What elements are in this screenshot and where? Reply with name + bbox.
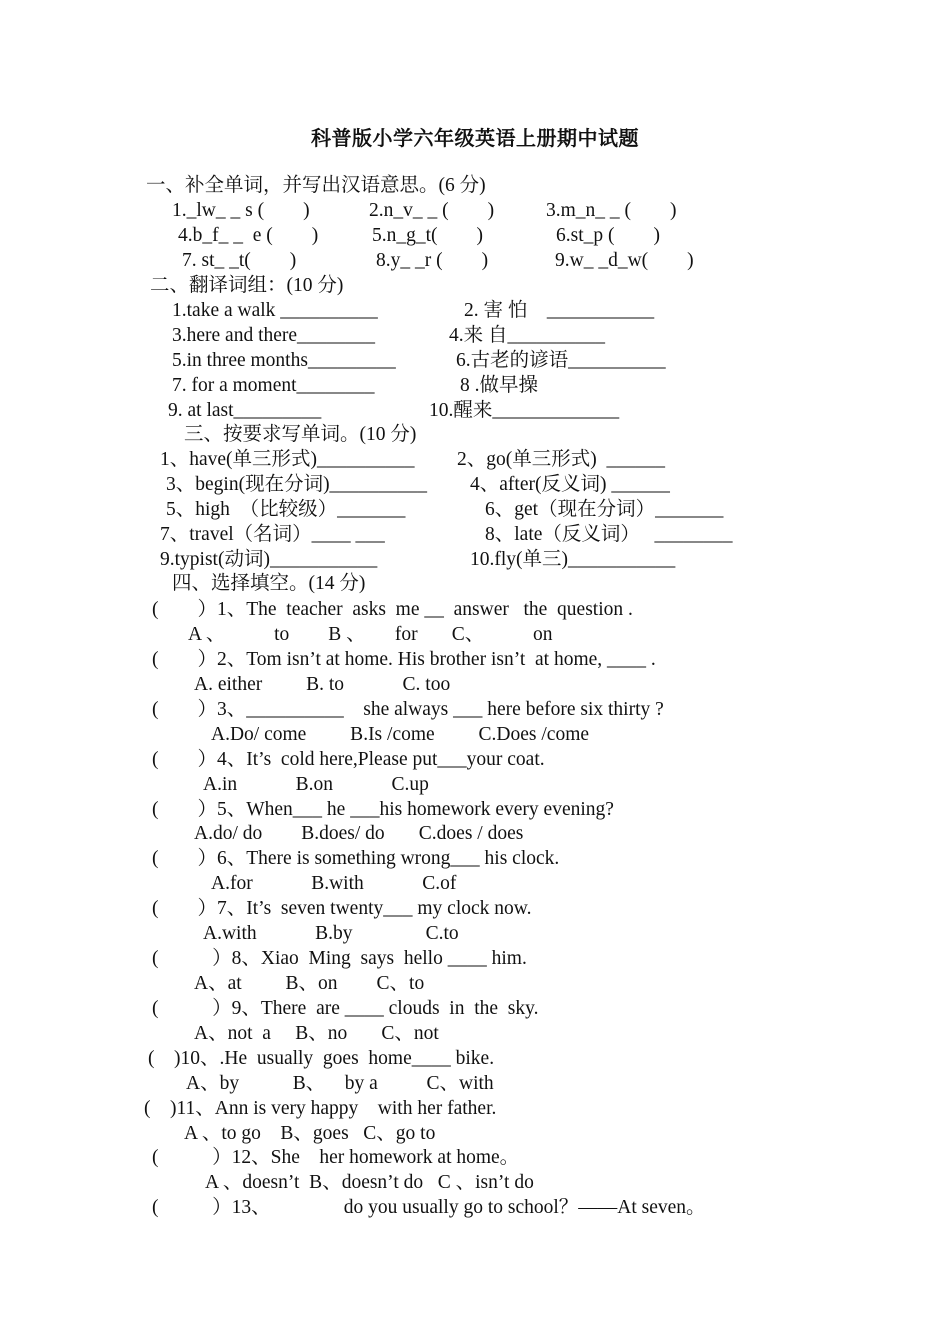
question-1: ( ）1、The teacher asks me __ answer the question . <box>152 599 633 620</box>
s1-item-9: 9.w_ _d_w( ) <box>555 250 694 271</box>
s2-item-2: 2. 害 怕 ___________ <box>464 300 655 321</box>
question-12-options: A 、doesn’t B、doesn’t do C 、isn’t do <box>205 1172 534 1193</box>
s2-item-3: 3.here and there________ <box>172 325 376 346</box>
s2-item-5: 5.in three months_________ <box>172 350 396 371</box>
s3-item-5: 5、high （比较级）_______ <box>166 499 406 520</box>
question-7-options: A.with B.by C.to <box>203 923 459 944</box>
question-6-options: A.for B.with C.of <box>211 873 457 894</box>
s1-item-3: 3.m_n_ _ ( ) <box>546 200 677 221</box>
s3-item-10: 10.fly(单三)___________ <box>470 549 676 570</box>
question-11: ( )11、Ann is very happy with her father. <box>144 1098 497 1119</box>
s1-item-6: 6.st_p ( ) <box>556 225 660 246</box>
question-8-options: A、at B、on C、to <box>194 973 425 994</box>
s2-item-9: 9. at last_________ <box>168 400 322 421</box>
question-10: ( )10、.He usually goes home____ bike. <box>148 1048 495 1069</box>
s3-item-6: 6、get（现在分词）_______ <box>485 499 724 520</box>
question-3-options: A.Do/ come B.Is /come C.Does /come <box>211 724 590 745</box>
question-12: ( ）12、She her homework at home。 <box>152 1147 520 1168</box>
question-5-options: A.do/ do B.does/ do C.does / does <box>194 823 524 844</box>
s1-item-5: 5.n_g_t( ) <box>372 225 484 246</box>
s3-item-4: 4、after(反义词) ______ <box>470 474 670 495</box>
question-10-options: A、by B、 by a C、with <box>186 1073 494 1094</box>
s2-item-8: 8 .做早操 <box>460 375 539 396</box>
s2-item-1: 1.take a walk __________ <box>172 300 378 321</box>
section1-heading: 一、补全单词，并写出汉语意思。(6 分) <box>146 175 486 196</box>
s3-item-1: 1、have(单三形式)__________ <box>160 449 415 470</box>
question-4: ( ）4、It’s cold here,Please put___your coat. <box>152 749 545 770</box>
s3-item-7: 7、travel（名词）____ ___ <box>160 524 385 545</box>
question-9-options: A、not a B、no C、not <box>194 1023 439 1044</box>
question-8: ( ）8、Xiao Ming says hello ____ him. <box>152 948 527 969</box>
s1-item-7: 7. st_ _t( ) <box>182 250 297 271</box>
question-6: ( ）6、There is something wrong___ his clock. <box>152 848 560 869</box>
s1-item-4: 4.b_f_ _ e ( ) <box>178 225 319 246</box>
s1-item-1: 1._lw_ _ s ( ) <box>172 200 310 221</box>
page-title: 科普版小学六年级英语上册期中试题 <box>311 128 639 150</box>
s2-item-4: 4.来 自__________ <box>449 325 606 346</box>
question-2: ( ）2、Tom isn’t at home. His brother isn’t at home, ____ . <box>152 649 656 670</box>
s3-item-9: 9.typist(动词)___________ <box>160 549 378 570</box>
s3-item-3: 3、begin(现在分词)__________ <box>166 474 428 495</box>
question-4-options: A.in B.on C.up <box>203 774 429 795</box>
question-5: ( ）5、When___ he ___his homework every evening? <box>152 799 614 820</box>
s3-item-2: 2、go(单三形式) ______ <box>457 449 665 470</box>
question-9: ( ）9、There are ____ clouds in the sky. <box>152 998 539 1019</box>
section4-heading: 四、选择填空。(14 分) <box>172 573 366 594</box>
question-2-options: A. either B. to C. too <box>194 674 451 695</box>
question-3: ( ）3、__________ she always ___ here before six thirty ? <box>152 699 664 720</box>
question-13: ( ）13、 do you usually go to school？——At seven。 <box>152 1197 706 1218</box>
s1-item-2: 2.n_v_ _ ( ) <box>369 200 495 221</box>
section3-heading: 三、按要求写单词。(10 分) <box>184 424 417 445</box>
section2-heading: 二、翻译词组：(10 分) <box>150 275 344 296</box>
s2-item-10: 10.醒来_____________ <box>429 400 620 421</box>
s2-item-7: 7. for a moment________ <box>172 375 375 396</box>
s1-item-8: 8.y_ _r ( ) <box>376 250 489 271</box>
question-11-options: A 、to go B、goes C、go to <box>184 1123 436 1144</box>
s3-item-8: 8、late（反义词） ________ <box>485 524 733 545</box>
question-1-options: A 、 to B 、 for C、 on <box>188 624 553 645</box>
s2-item-6: 6.古老的谚语__________ <box>456 350 666 371</box>
question-7: ( ）7、It’s seven twenty___ my clock now. <box>152 898 532 919</box>
